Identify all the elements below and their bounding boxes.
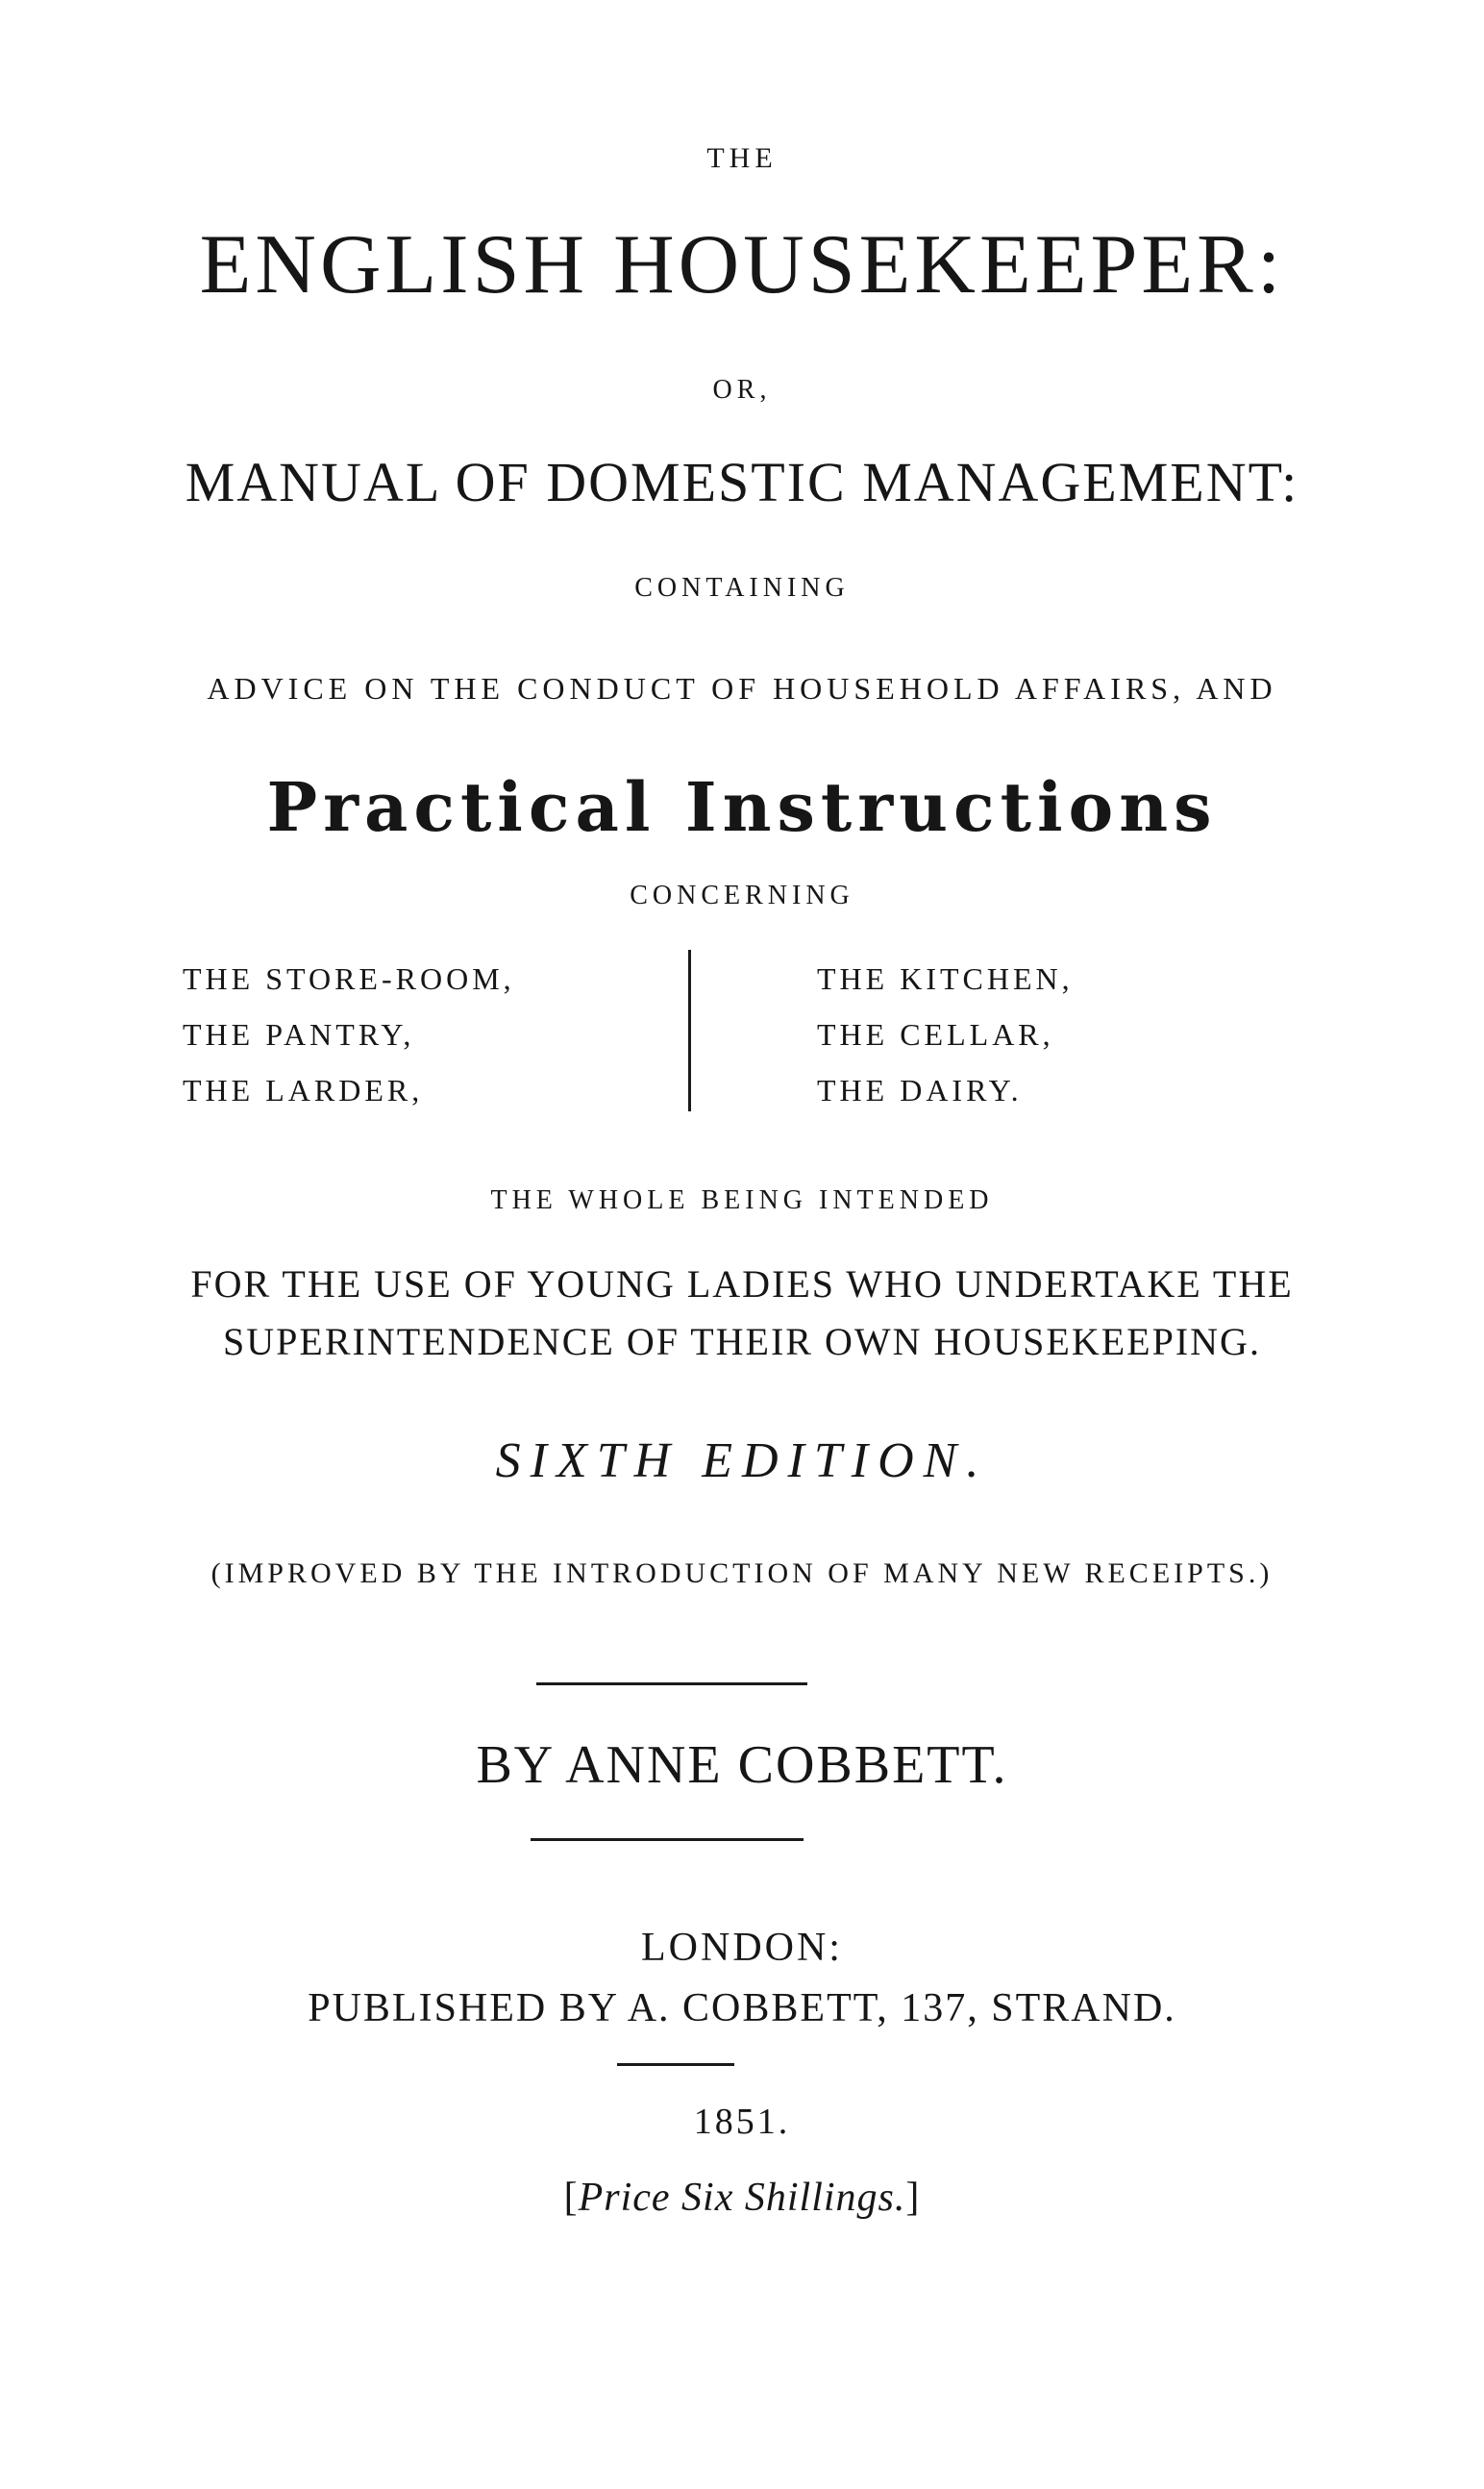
room-item: THE STORE-ROOM, <box>183 961 515 996</box>
title-or: OR, <box>712 375 772 405</box>
imprint-city: LONDON: <box>641 1926 843 1970</box>
intended-label: THE WHOLE BEING INTENDED <box>490 1185 994 1215</box>
publication-year: 1851. <box>693 2102 791 2142</box>
advice-line: ADVICE ON THE CONDUCT OF HOUSEHOLD AFFAIRS, AND <box>207 671 1277 706</box>
room-item: THE PANTRY, <box>183 1017 415 1052</box>
audience-line-2: SUPERINTENDENCE OF THEIR OWN HOUSEKEEPING. <box>223 1320 1261 1363</box>
rooms-right-column <box>817 963 1074 1131</box>
book-title: ENGLISH HOUSEKEEPER: <box>199 218 1285 311</box>
rooms-left-column <box>183 963 515 1131</box>
rule-above-year <box>617 2063 734 2066</box>
edition-label: SIXTH EDITION. <box>495 1433 989 1488</box>
column-divider <box>688 950 691 1111</box>
room-item: THE CELLAR, <box>817 1017 1054 1052</box>
improved-note: (IMPROVED BY THE INTRODUCTION OF MANY NEW RECEIPTS.) <box>210 1557 1274 1589</box>
practical-instructions-heading: Practical Instructions <box>266 767 1218 847</box>
rule-below-author <box>531 1838 804 1841</box>
concerning-label: CONCERNING <box>630 881 854 910</box>
containing-label: CONTAINING <box>634 573 850 603</box>
author-line: BY ANNE COBBETT. <box>476 1735 1008 1795</box>
book-subtitle: MANUAL OF DOMESTIC MANAGEMENT: <box>185 451 1299 513</box>
room-item: THE LARDER, <box>183 1073 424 1108</box>
room-item: THE DAIRY. <box>817 1073 1023 1108</box>
audience-line-1: FOR THE USE OF YOUNG LADIES WHO UNDERTAKE THE <box>190 1262 1294 1306</box>
imprint-publisher: PUBLISHED BY A. COBBETT, 137, STRAND. <box>308 1986 1176 2030</box>
rule-above-author <box>536 1682 807 1685</box>
room-item: THE KITCHEN, <box>817 961 1074 996</box>
price-bracket-open: [ <box>563 2176 579 2220</box>
price-text: Price Six Shillings. <box>578 2176 906 2220</box>
price-line <box>0 2178 1484 2218</box>
price-bracket-close: ] <box>905 2176 921 2220</box>
title-article: THE <box>706 142 778 174</box>
